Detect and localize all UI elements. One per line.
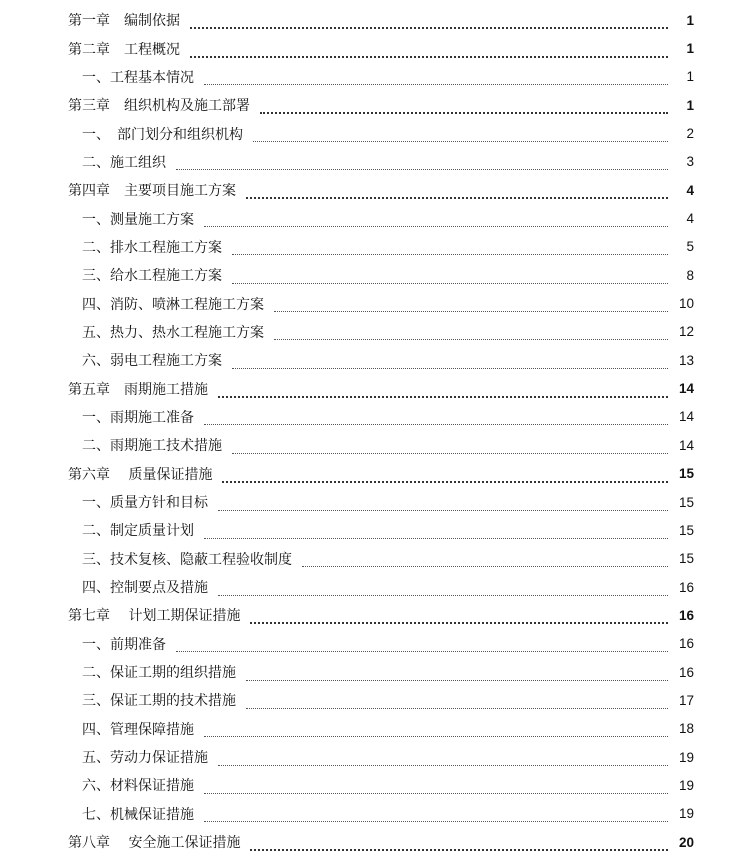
toc-dot-leader xyxy=(253,127,668,142)
toc-section-entry[interactable] xyxy=(0,715,752,743)
toc-dot-leader xyxy=(250,835,668,851)
toc-dot-leader xyxy=(218,751,668,766)
toc-entry-label: 第六章 质量保证措施 xyxy=(68,466,213,483)
toc-dot-leader xyxy=(232,269,668,284)
toc-dot-leader xyxy=(190,42,668,58)
toc-page-number: 18 xyxy=(678,721,694,737)
toc-section-entry[interactable] xyxy=(0,630,752,658)
toc-entry-label: 五、劳动力保证措施 xyxy=(82,750,208,767)
toc-page-number: 15 xyxy=(678,522,694,538)
toc-entry-label: 二、排水工程施工方案 xyxy=(82,239,222,256)
toc-entry-label: 第七章 计划工期保证措施 xyxy=(68,608,241,625)
toc-page-number: 19 xyxy=(678,806,694,822)
toc-page-number: 13 xyxy=(678,352,694,368)
toc-chapter-entry[interactable] xyxy=(0,601,752,629)
toc-section-entry[interactable] xyxy=(0,516,752,544)
toc-chapter-entry[interactable] xyxy=(0,460,752,488)
toc-dot-leader xyxy=(204,807,668,822)
toc-page-number: 19 xyxy=(678,749,694,765)
toc-section-entry[interactable] xyxy=(0,233,752,261)
toc-section-entry[interactable] xyxy=(0,119,752,147)
toc-page-number: 16 xyxy=(678,664,694,680)
toc-entry-label: 六、弱电工程施工方案 xyxy=(82,353,222,370)
toc-entry-label: 四、控制要点及措施 xyxy=(82,580,208,597)
toc-entry-label: 第一章 编制依据 xyxy=(68,13,180,30)
toc-section-entry[interactable] xyxy=(0,204,752,232)
toc-entry-label: 一、测量施工方案 xyxy=(82,211,194,228)
toc-entry-label: 三、保证工期的技术措施 xyxy=(82,693,236,710)
toc-chapter-entry[interactable] xyxy=(0,6,752,34)
toc-page-number: 15 xyxy=(678,494,694,510)
toc-dot-leader xyxy=(250,608,668,624)
toc-dot-leader xyxy=(222,467,668,483)
toc-page-number: 14 xyxy=(678,381,694,397)
toc-page-number: 16 xyxy=(678,636,694,652)
toc-entry-label: 三、给水工程施工方案 xyxy=(82,268,222,285)
toc-dot-leader xyxy=(204,410,668,425)
toc-page-number: 17 xyxy=(678,692,694,708)
toc-section-entry[interactable] xyxy=(0,318,752,346)
toc-page-number: 16 xyxy=(678,607,694,623)
toc-chapter-entry[interactable] xyxy=(0,176,752,204)
toc-section-entry[interactable] xyxy=(0,771,752,799)
toc-entry-label: 七、机械保证措施 xyxy=(82,806,194,823)
toc-section-entry[interactable] xyxy=(0,148,752,176)
toc-entry-label: 第四章 主要项目施工方案 xyxy=(68,183,236,200)
toc-dot-leader xyxy=(232,354,668,369)
toc-entry-label: 二、制定质量计划 xyxy=(82,523,194,540)
toc-entry-label: 一、雨期施工准备 xyxy=(82,409,194,426)
toc-page-number: 5 xyxy=(686,239,694,255)
toc-section-entry[interactable] xyxy=(0,573,752,601)
toc-dot-leader xyxy=(218,382,668,398)
toc-dot-leader xyxy=(274,297,668,312)
toc-dot-leader xyxy=(246,183,668,199)
toc-entry-label: 第八章 安全施工保证措施 xyxy=(68,835,241,852)
toc-chapter-entry[interactable] xyxy=(0,34,752,62)
toc-entry-label: 五、热力、热水工程施工方案 xyxy=(82,324,264,341)
toc-section-entry[interactable] xyxy=(0,289,752,317)
toc-page-number: 12 xyxy=(678,324,694,340)
toc-dot-leader xyxy=(302,552,668,567)
toc-page-number: 10 xyxy=(678,296,694,312)
toc-dot-leader xyxy=(204,722,668,737)
toc-entry-label: 第三章 组织机构及施工部署 xyxy=(68,98,250,115)
toc-dot-leader xyxy=(232,439,668,454)
toc-page-number: 16 xyxy=(678,579,694,595)
toc-entry-label: 一、 部门划分和组织机构 xyxy=(82,126,243,143)
toc-section-entry[interactable] xyxy=(0,63,752,91)
toc-page-number: 2 xyxy=(686,126,694,142)
toc-entry-label: 二、保证工期的组织措施 xyxy=(82,665,236,682)
toc-page-number: 1 xyxy=(686,41,694,57)
toc-entry-label: 一、前期准备 xyxy=(82,636,166,653)
toc-section-entry[interactable] xyxy=(0,346,752,374)
toc-dot-leader xyxy=(260,98,668,114)
toc-dot-leader xyxy=(204,524,668,539)
toc-section-entry[interactable] xyxy=(0,686,752,714)
toc-dot-leader xyxy=(204,212,668,227)
toc-dot-leader xyxy=(204,70,668,85)
toc-section-entry[interactable] xyxy=(0,658,752,686)
toc-section-entry[interactable] xyxy=(0,743,752,771)
table-of-contents xyxy=(0,6,752,856)
toc-page-number: 3 xyxy=(686,154,694,170)
toc-section-entry[interactable] xyxy=(0,488,752,516)
toc-page-number: 14 xyxy=(678,437,694,453)
toc-page-number: 20 xyxy=(678,834,694,850)
toc-entry-label: 一、质量方针和目标 xyxy=(82,495,208,512)
toc-dot-leader xyxy=(176,155,668,170)
toc-chapter-entry[interactable] xyxy=(0,828,752,856)
toc-dot-leader xyxy=(176,637,668,652)
toc-dot-leader xyxy=(218,496,668,511)
toc-dot-leader xyxy=(204,779,668,794)
toc-page-number: 15 xyxy=(678,466,694,482)
toc-entry-label: 四、管理保障措施 xyxy=(82,721,194,738)
toc-entry-label: 三、技术复核、隐蔽工程验收制度 xyxy=(82,551,292,568)
toc-entry-label: 第二章 工程概况 xyxy=(68,41,180,58)
toc-dot-leader xyxy=(274,325,668,340)
toc-page-number: 4 xyxy=(686,211,694,227)
toc-entry-label: 二、雨期施工技术措施 xyxy=(82,438,222,455)
toc-dot-leader xyxy=(246,666,668,681)
toc-page-number: 14 xyxy=(678,409,694,425)
toc-section-entry[interactable] xyxy=(0,800,752,828)
toc-section-entry[interactable] xyxy=(0,261,752,289)
toc-entry-label: 二、施工组织 xyxy=(82,154,166,171)
toc-page-number: 15 xyxy=(678,551,694,567)
toc-chapter-entry[interactable] xyxy=(0,374,752,402)
toc-dot-leader xyxy=(246,694,668,709)
toc-dot-leader xyxy=(232,240,668,255)
toc-entry-label: 第五章 雨期施工措施 xyxy=(68,381,208,398)
toc-chapter-entry[interactable] xyxy=(0,91,752,119)
toc-page-number: 8 xyxy=(686,267,694,283)
toc-entry-label: 四、消防、喷淋工程施工方案 xyxy=(82,296,264,313)
toc-section-entry[interactable] xyxy=(0,403,752,431)
toc-page-number: 4 xyxy=(686,182,694,198)
toc-page-number: 1 xyxy=(686,97,694,113)
toc-entry-label: 一、工程基本情况 xyxy=(82,69,194,86)
toc-entry-label: 六、材料保证措施 xyxy=(82,778,194,795)
toc-page-number: 19 xyxy=(678,777,694,793)
toc-page-number: 1 xyxy=(686,12,694,28)
toc-dot-leader xyxy=(218,581,668,596)
toc-section-entry[interactable] xyxy=(0,545,752,573)
toc-page-number: 1 xyxy=(686,69,694,85)
toc-dot-leader xyxy=(190,13,668,29)
toc-section-entry[interactable] xyxy=(0,431,752,459)
